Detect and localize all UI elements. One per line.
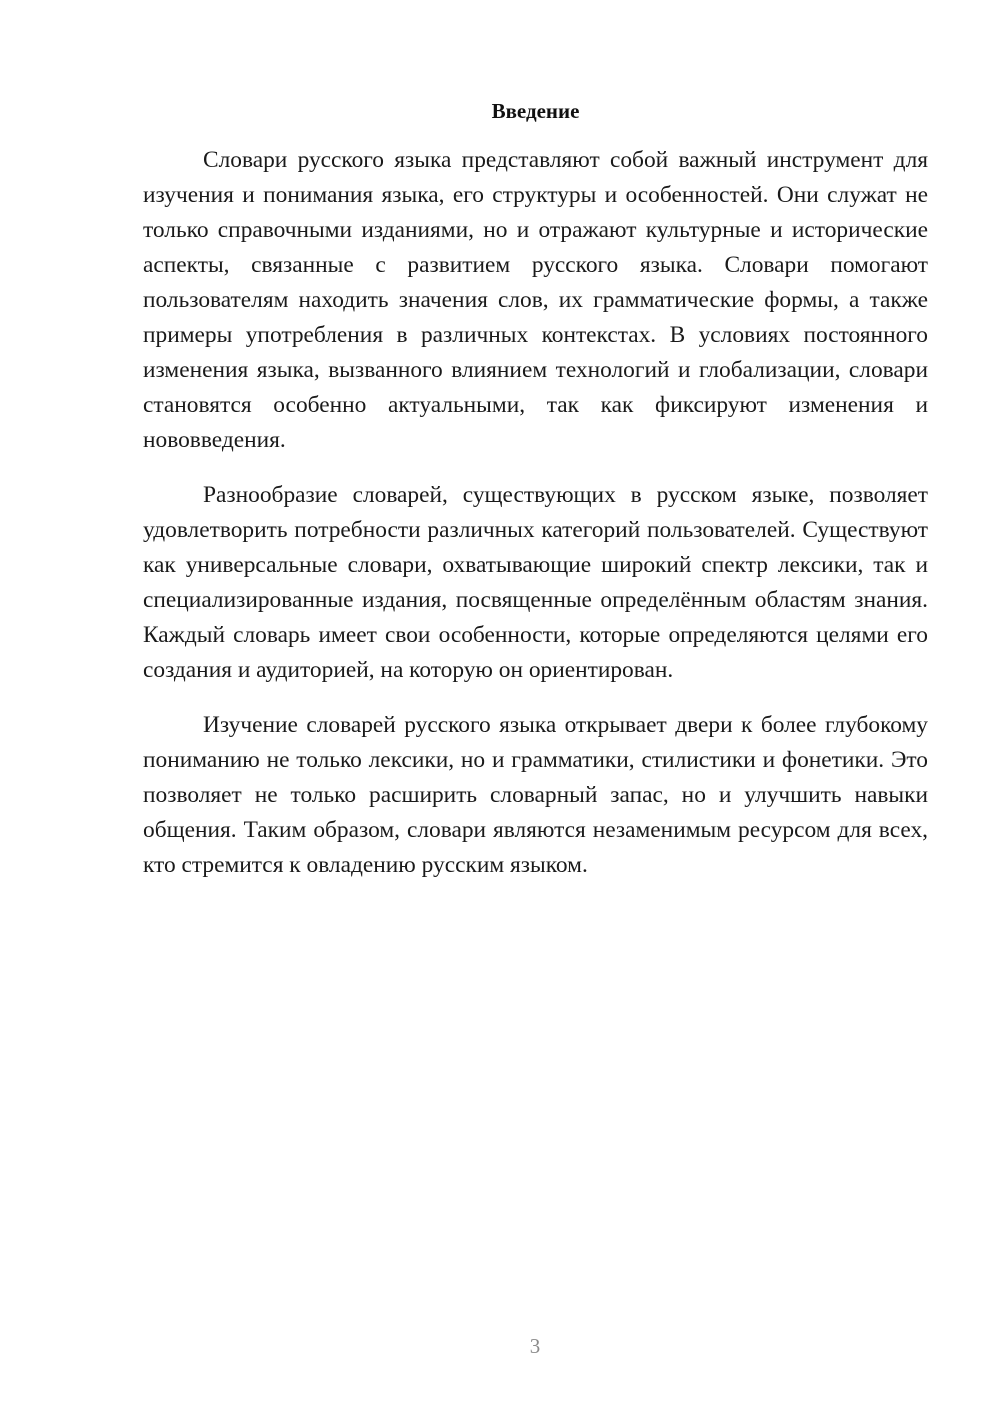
paragraph-1: Словари русского языка представляют собой важный инструмент для изучения и понимания языка, его структуры и особенностей. Они служат не только справочными изданиями, но и отражают культурные и исторические аспекты, связанные с развитием русского языка. Словари помогают пользователям находить значения слов, их грамматические формы, а также примеры употребления в различных контекстах. В условиях постоянного изменения языка, вызванного влиянием технологий и глобализации, словари становятся особенно актуальными, так как фиксируют изменения и нововведения.: [143, 147, 928, 453]
section-heading: Введение: [491, 99, 580, 123]
paragraph-3: Изучение словарей русского языка открывает двери к более глубокому пониманию не только лексики, но и грамматики, стилистики и фонетики. Это позволяет не только расширить словарный запас, но и улучшить навыки общения. Таким образом, словари являются незаменимым ресурсом для всех, кто стремится к овладению русским языком.: [143, 712, 928, 878]
paragraph-2: Разнообразие словарей, существующих в русском языке, позволяет удовлетворить потребности различных категорий пользователей. Существуют как универсальные словари, охватывающие широкий спектр лексики, так и специализированные издания, посвященные определённым областям знания. Каждый словарь имеет свои особенности, которые определяются целями его создания и аудиторией, на которую он ориентирован.: [143, 482, 928, 683]
page-number: 3: [529, 1334, 541, 1358]
body-text: [143, 143, 928, 903]
